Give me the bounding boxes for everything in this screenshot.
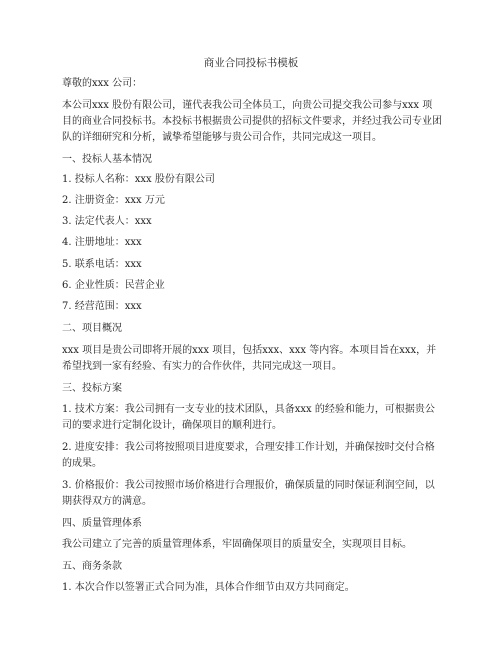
section-5-item-1: 1. 本次合作以签署正式合同为准，具体合作细节由双方共同商定。 [62, 582, 355, 593]
section-4-text: 我公司建立了完善的质量管理体系，牢固确保项目的质量安全，实现项目目标。 [62, 539, 412, 550]
section-1-item-4: 4. 注册地址：xxx [62, 237, 142, 248]
section-2-text: xxx 项目是贵公司即将开展的xxx 项目，包括xxx、xxx 等内容。本项目旨在xxx，并希望找到一家有经验、有实力的合作伙伴，共同完成这一项目。 [62, 345, 437, 372]
salutation: 尊敬的xxx 公司： [62, 78, 143, 89]
section-1-heading: 一、投标人基本情况 [62, 154, 152, 165]
section-1-item-1: 1. 投标人名称：xxx 股份有限公司 [62, 174, 215, 185]
section-4-heading: 四、质量管理体系 [62, 518, 142, 529]
document-title: 商业合同投标书模板 [203, 57, 299, 69]
section-2-heading: 二、项目概况 [62, 323, 122, 334]
section-1-item-3: 3. 法定代表人：xxx [62, 216, 152, 227]
section-1-item-7: 7. 经营范围：xxx [62, 301, 142, 312]
section-3-heading: 三、投标方案 [62, 383, 122, 394]
section-1-item-6: 6. 企业性质：民营企业 [62, 280, 165, 291]
section-5-heading: 五、商务条款 [62, 561, 122, 572]
section-1-item-5: 5. 联系电话：xxx [62, 259, 142, 270]
section-3-item-2: 2. 进度安排：我公司将按照项目进度要求，合理安排工作计划，并确保按时交付合格的成果。 [62, 442, 435, 469]
section-3-item-1: 1. 技术方案：我公司拥有一支专业的技术团队，具备xxx 的经验和能力，可根据贵公司的要求进行定制化设计，确保项目的顺利进行。 [62, 404, 435, 431]
section-1-item-2: 2. 注册资金：xxx 万元 [62, 195, 165, 206]
intro-paragraph: 本公司xxx 股份有限公司，谨代表我公司全体员工，向贵公司提交我公司参与xxx 项目的商业合同投标书。本投标书根据贵公司提供的招标文件要求，并经过我公司专业团队的详细研究和分析，诚挚希望能够与贵公司合作，共同完成这一项目。 [62, 100, 442, 143]
section-3-item-3: 3. 价格报价：我公司按照市场价格进行合理报价，确保质量的同时保证利润空间，以期获得双方的满意。 [62, 480, 435, 507]
